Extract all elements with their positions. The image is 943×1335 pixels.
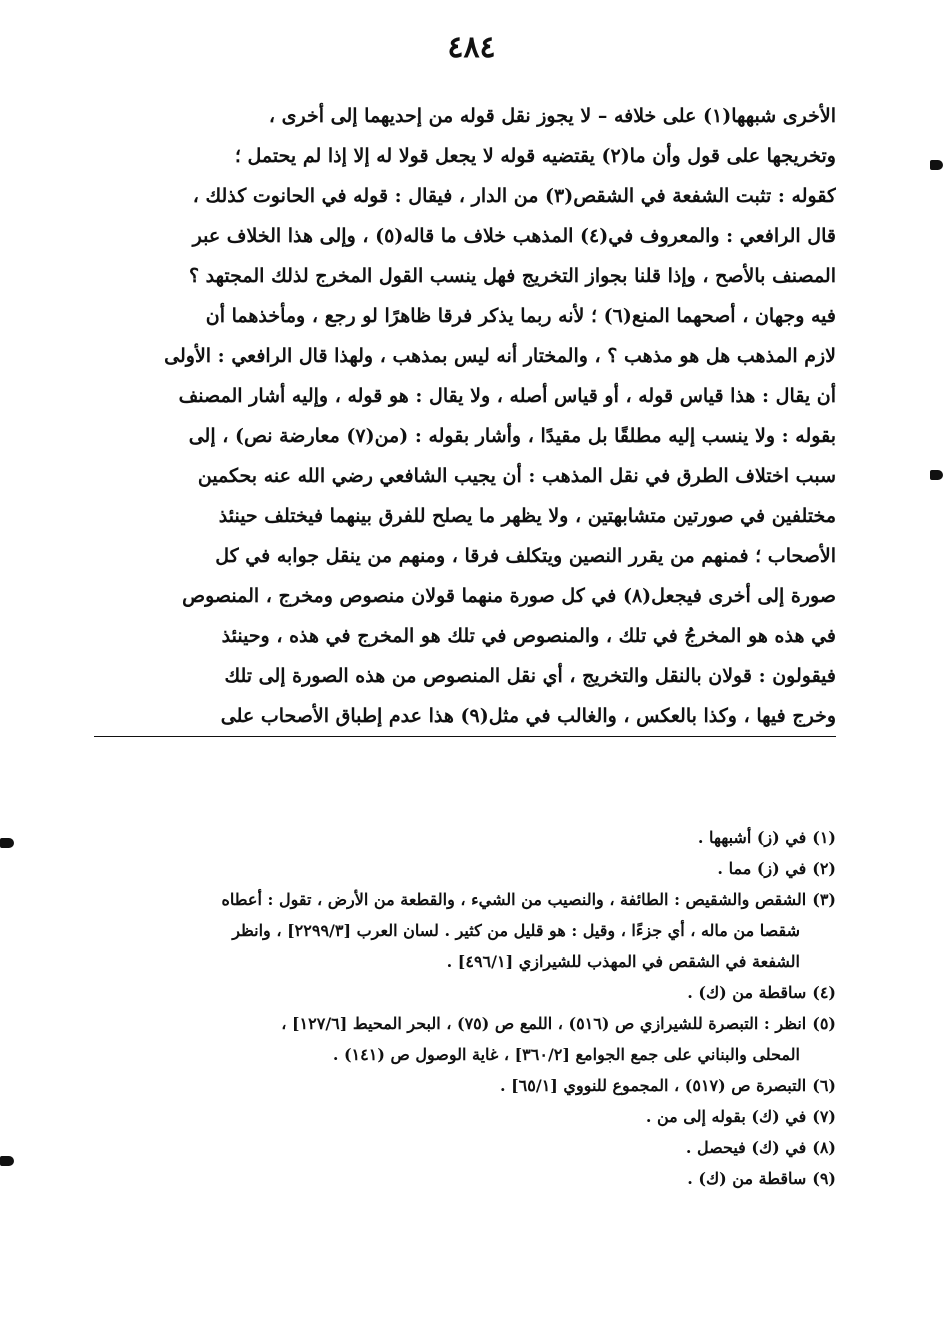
footnote-text: الشقص والشقيص : الطائفة ، والنصيب من الشيء ، والقطعة من الأرض ، تقول : أعطاه	[221, 890, 807, 909]
text-line: في هذه هو المخرجُ في تلك ، والمنصوص في تلك هو المخرج في هذه ، وحينئذ	[221, 625, 836, 647]
footnote-line	[94, 946, 836, 977]
text-line: وتخريجها على قول وأن ما(٢) يقتضيه قوله لا يجعل قولا له إلا إذا لم يحتمل ؛	[234, 145, 836, 167]
footnote-number: (٩)	[812, 1169, 836, 1188]
footnote-line	[94, 1101, 836, 1132]
footnote-text: الشفعة في الشقص في المهذب للشيرازي [٤٩٦/١] .	[446, 952, 800, 971]
footnote-line	[94, 822, 836, 853]
margin-mark	[0, 1156, 14, 1166]
text-line: قال الرافعي : والمعروف في(٤) المذهب خلاف ما قاله(٥) ، وإلى هذا الخلاف عبر	[192, 225, 836, 247]
main-text	[94, 96, 836, 737]
footnote-number: (٥)	[812, 1014, 836, 1033]
text-line: لازم المذهب هل هو مذهب ؟ ، والمختار أنه ليس بمذهب ، ولهذا قال الرافعي : الأولى	[164, 345, 836, 367]
footnote-line	[94, 1163, 836, 1194]
footnote-text: ساقطة من (ك) .	[687, 1169, 807, 1188]
footnote-line	[94, 884, 836, 915]
margin-mark	[0, 838, 14, 848]
footnote-line	[94, 1132, 836, 1163]
footnote-text: في (ك) بقوله إلى من .	[645, 1107, 807, 1126]
footnote-text: انظر : التبصرة للشيرازي ص (٥١٦) ، اللمع ص (٧٥) ، البحر المحيط [١٢٧/٦] ،	[281, 1014, 807, 1033]
footnote-line	[94, 1008, 836, 1039]
text-line: صورة إلى أخرى فيجعل(٨) في كل صورة منهما قولان منصوص ومخرج ، المنصوص	[182, 585, 836, 607]
footnote-line	[94, 1039, 836, 1070]
text-line: الأخرى شبهها(١) على خلافه – لا يجوز نقل قوله من إحديهما إلى أخرى ،	[268, 105, 836, 127]
footnote-number: (٤)	[812, 983, 836, 1002]
footnote-line	[94, 915, 836, 946]
footnote-number: (٣)	[812, 890, 836, 909]
footnote-number: (٦)	[812, 1076, 836, 1095]
footnote-number: (٧)	[812, 1107, 836, 1126]
footnote-number: (١)	[812, 828, 836, 847]
footnotes	[94, 822, 836, 1194]
text-line: الأصحاب ؛ فمنهم من يقرر النصين ويتكلف فرقا ، ومنهم من ينقل جوابه في كل	[215, 545, 836, 567]
footnote-number: (٢)	[812, 859, 836, 878]
footnote-line	[94, 1070, 836, 1101]
text-line: مختلفين في صورتين متشابهتين ، ولا يظهر ما يصلح للفرق بينهما فيختلف حينئذ	[218, 505, 836, 527]
text-line: فيقولون : قولان بالنقل والتخريج ، أي نقل المنصوص من هذه الصورة إلى تلك	[224, 665, 836, 687]
text-line: فيه وجهان ، أصحهما المنع(٦) ؛ لأنه ربما يذكر فرقا ظاهرًا لو رجع ، ومأخذهما أن	[205, 305, 836, 327]
text-line: وخرج فيها ، وكذا بالعكس ، والغالب في مثل(٩) هذا عدم إطباق الأصحاب على	[94, 696, 836, 737]
footnote-line	[94, 853, 836, 884]
footnote-text: شقصا من ماله ، أي جزءًا ، وقيل : هو قليل من كثير . لسان العرب [٢٢٩٩/٣] ، وانظر	[232, 921, 800, 940]
text-line: بقوله : ولا ينسب إليه مطلقًا بل مقيدًا ، وأشار بقوله : (من(٧) معارضة نص) ، إلى	[188, 425, 836, 447]
footnote-number: (٨)	[812, 1138, 836, 1157]
footnote-text: التبصرة ص (٥١٧) ، المجموع للنووي [٦٥/١] .	[499, 1076, 807, 1095]
footnote-text: المحلى والبناني على جمع الجوامع [٣٦٠/٢] ، غاية الوصول ص (١٤١) .	[332, 1045, 800, 1064]
footnote-line	[94, 977, 836, 1008]
footnote-text: في (ك) فيحصل .	[685, 1138, 807, 1157]
footnote-text: في (ز) أشبهها .	[697, 828, 807, 847]
text-line: المصنف بالأصح ، وإذا قلنا بجواز التخريج فهل ينسب القول المخرج لذلك المجتهد ؟	[188, 265, 836, 287]
text-line: أن يقال : هذا قياس قوله ، أو قياس أصله ، ولا يقال : هو قوله ، وإليه أشار المصنف	[178, 385, 836, 407]
margin-mark	[930, 160, 943, 170]
footnote-text: ساقطة من (ك) .	[687, 983, 807, 1002]
page-number: ٤٨٤	[447, 30, 496, 65]
footnote-text: في (ز) مما .	[717, 859, 807, 878]
text-line: كقوله : تثبت الشفعة في الشقص(٣) من الدار ، فيقال : قوله في الحانوت كذلك ،	[192, 185, 836, 207]
text-line: سبب اختلاف الطرق في نقل المذهب : أن يجيب الشافعي رضي الله عنه بحكمين	[197, 465, 836, 487]
footnote-separator	[94, 812, 836, 813]
margin-mark	[930, 470, 943, 480]
